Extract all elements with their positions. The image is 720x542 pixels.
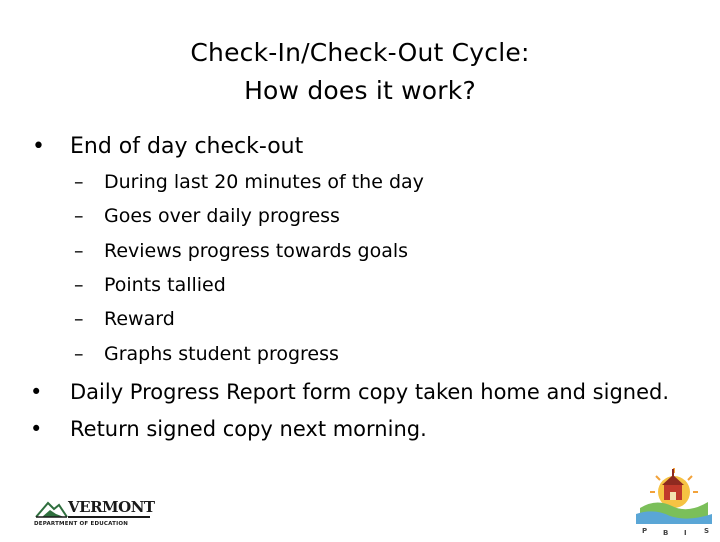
- vermont-education-logo: [34, 497, 154, 533]
- dash-marker: –: [74, 308, 84, 330]
- bullet-dot: •: [30, 380, 43, 404]
- sub-bullet-text: Goes over daily progress: [104, 205, 340, 227]
- dash-marker: –: [74, 240, 84, 262]
- bullet-item: [30, 415, 427, 443]
- bullet-text: Daily Progress Report form copy taken home and signed.: [70, 380, 670, 404]
- title-line-2: How does it work?: [244, 76, 476, 105]
- logo-divider: [68, 516, 150, 518]
- title-line-1: Check-In/Check-Out Cycle:: [190, 38, 530, 67]
- sub-bullet-item: [74, 273, 226, 297]
- pbis-letter-s: S: [704, 527, 710, 535]
- dash-marker: –: [74, 343, 84, 365]
- dash-marker: –: [74, 274, 84, 296]
- sub-bullet-item: [74, 307, 175, 331]
- sub-bullet-item: [74, 342, 339, 366]
- sub-bullet-text: During last 20 minutes of the day: [104, 171, 424, 193]
- pbis-letter-i: I: [684, 529, 687, 537]
- sub-bullet-item: [74, 239, 408, 263]
- sub-bullet-text: Reviews progress towards goals: [104, 240, 409, 262]
- slide-title: [0, 34, 720, 110]
- bullet-item: [32, 133, 303, 161]
- vermont-mountain-icon: [34, 497, 68, 519]
- sub-bullet-item: [74, 204, 340, 228]
- dash-marker: –: [74, 171, 84, 193]
- sub-bullet-text: Points tallied: [104, 274, 226, 296]
- bullet-dot: •: [32, 134, 45, 159]
- schoolhouse-sun-icon: [626, 462, 716, 538]
- bullet-text: End of day check-out: [70, 134, 304, 159]
- pbis-letter-b: B: [663, 529, 669, 537]
- vermont-wordmark: VERMONT: [68, 498, 155, 516]
- dash-marker: –: [74, 205, 84, 227]
- bullet-dot: •: [30, 417, 43, 441]
- department-label: DEPARTMENT OF EDUCATION: [34, 521, 129, 527]
- sub-bullet-text: Graphs student progress: [104, 343, 339, 365]
- bullet-item: [30, 378, 669, 406]
- bullet-text: Return signed copy next morning.: [70, 417, 427, 441]
- schoolhouse-sun-logo: [626, 462, 716, 538]
- pbis-letter-p: P: [642, 527, 648, 535]
- sub-bullet-item: [74, 170, 424, 194]
- sub-bullet-text: Reward: [104, 308, 175, 330]
